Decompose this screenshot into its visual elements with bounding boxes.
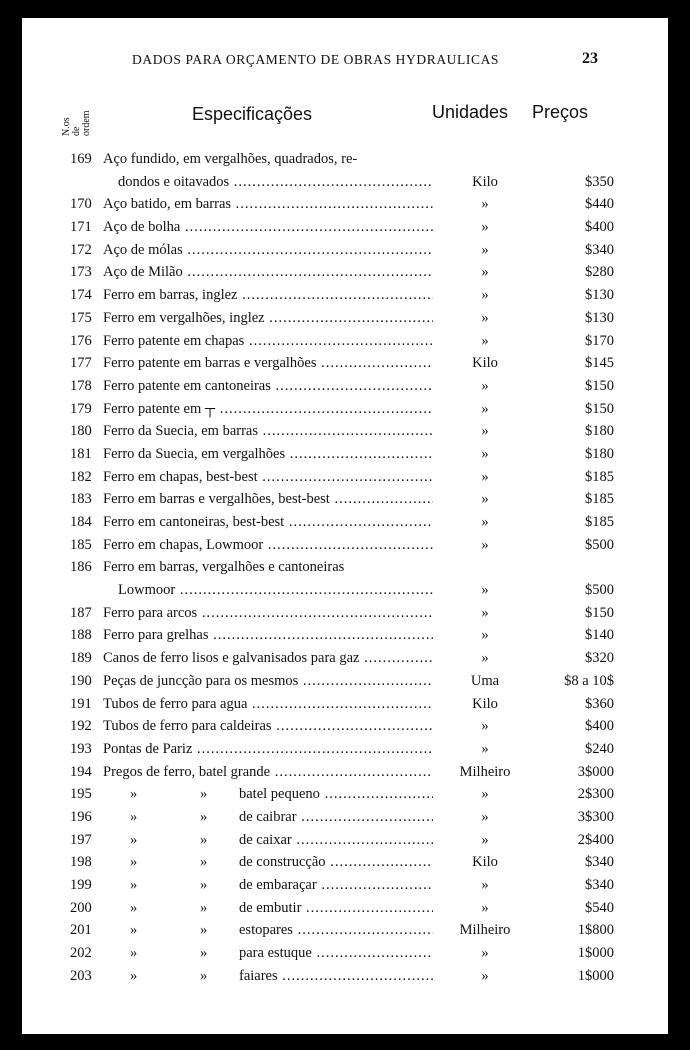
item-unit: » [481, 468, 489, 485]
item-description: Ferro em barras e vergalhões, best-best ..... [103, 488, 433, 511]
order-number: 184 [70, 514, 92, 530]
item-price: $400 [585, 718, 614, 735]
item-unit: » [481, 718, 489, 735]
ditto-mark: » [130, 899, 138, 916]
order-number: 177 [70, 355, 92, 372]
item-unit: » [481, 536, 489, 553]
item-unit: » [481, 196, 489, 213]
order-number: 178 [70, 377, 92, 394]
item-price: $130 [585, 309, 614, 326]
item-price: $280 [585, 264, 614, 281]
units-header: Unidades [432, 102, 509, 122]
item-description: faiares ..... [239, 965, 433, 988]
item-description: Ferro para grelhas ..... [103, 624, 433, 647]
order-number: 190 [70, 672, 92, 689]
item-price: $320 [585, 650, 614, 667]
order-number: 174 [70, 287, 92, 304]
item-price: $170 [585, 332, 614, 349]
order-number: 185 [70, 536, 92, 553]
table-row [22, 352, 668, 375]
item-unit: » [481, 899, 489, 916]
item-price: $185 [585, 491, 614, 508]
item-description: Tubos de ferro para caldeiras ..... [103, 715, 433, 738]
ditto-mark: » [130, 854, 138, 871]
order-number: 180 [70, 423, 92, 440]
order-number-header-line-2: de [71, 126, 82, 136]
order-number: 169 [70, 151, 92, 167]
table-row [22, 375, 668, 398]
table-row [22, 443, 668, 466]
item-description: Ferro em barras, inglez ..... [103, 284, 433, 307]
table-row [22, 216, 668, 239]
table-row [22, 307, 668, 330]
ditto-mark: » [200, 786, 208, 803]
item-price: $340 [585, 854, 614, 871]
order-number: 173 [70, 264, 92, 281]
item-price: $185 [585, 514, 614, 530]
table-row [22, 488, 668, 511]
item-price: 3$000 [577, 763, 614, 780]
item-price: $180 [585, 445, 614, 462]
order-number: 194 [70, 763, 92, 780]
item-unit: » [481, 627, 489, 644]
item-description: Ferro da Suecia, em barras ..... [103, 420, 433, 443]
item-description: Ferro em chapas, Lowmoor ..... [103, 534, 433, 557]
ditto-mark: » [200, 945, 208, 962]
item-unit: » [481, 786, 489, 803]
item-description: Lowmoor ..... [118, 579, 433, 602]
item-price: $140 [585, 627, 614, 644]
ditto-mark: » [200, 922, 208, 939]
item-description: Canos de ferro lisos e galvanisados para gaz ..... [103, 647, 433, 670]
item-unit: » [481, 219, 489, 236]
item-price: 2$300 [577, 786, 614, 803]
item-unit: Kilo [472, 173, 498, 190]
ditto-mark: » [130, 967, 138, 984]
item-unit: » [481, 377, 489, 394]
order-number: 187 [70, 604, 92, 621]
item-unit: » [481, 514, 489, 530]
order-number: 182 [70, 468, 92, 485]
order-number: 199 [70, 877, 92, 893]
ditto-mark: » [200, 831, 208, 848]
order-number: 197 [70, 831, 92, 848]
item-unit: » [481, 967, 489, 984]
order-number: 188 [70, 627, 92, 644]
table-row [22, 330, 668, 353]
table-row [22, 193, 668, 216]
table-row [22, 897, 668, 920]
item-price: $440 [585, 196, 614, 213]
item-description: de caibrar ..... [239, 806, 433, 829]
table-row [22, 579, 668, 602]
order-number: 171 [70, 219, 92, 236]
item-description: Tubos de ferro para agua ..... [103, 693, 433, 716]
item-unit: » [481, 877, 489, 893]
price-table [22, 148, 668, 987]
item-description: Ferro em barras, vergalhões e cantoneiras [103, 559, 345, 576]
ditto-mark: » [130, 831, 138, 848]
ditto-mark: » [130, 945, 138, 962]
table-row [22, 602, 668, 625]
prices-header: Preços [532, 102, 589, 122]
item-unit: Kilo [472, 854, 498, 871]
item-description: Ferro em chapas, best-best ..... [103, 466, 433, 489]
item-description: Peças de juncção para os mesmos ..... [103, 670, 433, 693]
item-price: $340 [585, 241, 614, 258]
order-number: 192 [70, 718, 92, 735]
ditto-mark: » [200, 899, 208, 916]
item-price: 1$800 [577, 922, 614, 939]
order-number-header-line-1: N.os [61, 117, 72, 136]
item-unit: Milheiro [459, 763, 511, 780]
item-unit: » [481, 423, 489, 440]
table-row [22, 239, 668, 262]
order-number: 183 [70, 491, 92, 508]
item-price: $500 [585, 582, 614, 599]
item-description: de construcção ..... [239, 851, 433, 874]
table-row [22, 466, 668, 489]
item-description: Aço de mólas ..... [103, 239, 433, 262]
table-row [22, 738, 668, 761]
column-headers [22, 100, 668, 140]
order-number: 172 [70, 241, 92, 258]
order-number: 179 [70, 400, 92, 417]
ditto-mark: » [200, 877, 208, 893]
item-description: Aço batido, em barras ..... [103, 193, 433, 216]
item-unit: Kilo [472, 355, 498, 372]
table-row [22, 806, 668, 829]
order-number: 189 [70, 650, 92, 667]
running-title: DADOS PARA ORÇAMENTO DE OBRAS HYDRAULICAS [132, 52, 500, 67]
order-number: 196 [70, 808, 92, 825]
ditto-mark: » [130, 922, 138, 939]
item-description: de embaraçar ..... [239, 874, 433, 897]
item-unit: » [481, 445, 489, 462]
item-description: Ferro da Suecia, em vergalhões ..... [103, 443, 433, 466]
item-description: Pontas de Pariz ..... [103, 738, 433, 761]
item-price: $340 [585, 877, 614, 893]
item-unit: » [481, 582, 489, 599]
table-row [22, 556, 668, 579]
table-row [22, 851, 668, 874]
item-unit: » [481, 491, 489, 508]
order-number: 186 [70, 559, 92, 576]
item-price: $180 [585, 423, 614, 440]
item-description: de embutir ..... [239, 897, 433, 920]
order-number: 193 [70, 740, 92, 757]
item-unit: » [481, 287, 489, 304]
running-head [22, 52, 668, 72]
table-row [22, 715, 668, 738]
order-number-header-line-3: ordem [81, 110, 92, 136]
item-price: $150 [585, 604, 614, 621]
order-number: 181 [70, 445, 92, 462]
table-row [22, 783, 668, 806]
item-description: estopares ..... [239, 919, 433, 942]
item-description: Ferro em cantoneiras, best-best ..... [103, 511, 433, 534]
ditto-mark: » [200, 808, 208, 825]
item-price: $8 a 10$ [564, 672, 614, 689]
book-page [22, 18, 668, 1034]
item-description: Aço de bolha ..... [103, 216, 433, 239]
table-row [22, 284, 668, 307]
order-number: 203 [70, 967, 92, 984]
item-price: 3$300 [577, 808, 614, 825]
item-unit: » [481, 808, 489, 825]
item-price: $150 [585, 377, 614, 394]
page-number: 23 [582, 50, 598, 67]
item-unit: » [481, 241, 489, 258]
item-price: $400 [585, 219, 614, 236]
ditto-mark: » [130, 808, 138, 825]
item-price: $360 [585, 695, 614, 712]
item-unit: » [481, 400, 489, 417]
item-unit: Milheiro [459, 922, 511, 939]
table-row [22, 874, 668, 897]
item-description: batel pequeno ..... [239, 783, 433, 806]
item-price: $185 [585, 468, 614, 485]
item-unit: Kilo [472, 695, 498, 712]
order-number: 201 [70, 922, 92, 939]
item-price: $145 [585, 355, 614, 372]
item-description: dondos e oitavados ..... [118, 171, 433, 194]
table-row [22, 670, 668, 693]
order-number: 202 [70, 945, 92, 962]
table-row [22, 420, 668, 443]
item-price: 2$400 [577, 831, 614, 848]
table-row [22, 965, 668, 988]
ditto-mark: » [200, 967, 208, 984]
item-price: 1$000 [577, 967, 614, 984]
table-row [22, 942, 668, 965]
item-price: $240 [585, 740, 614, 757]
item-unit: » [481, 740, 489, 757]
item-description: para estuque ..... [239, 942, 433, 965]
item-description: Aço fundido, em vergalhões, quadrados, re- [103, 151, 358, 167]
item-description: Ferro em vergalhões, inglez ..... [103, 307, 433, 330]
ditto-mark: » [130, 786, 138, 803]
ditto-mark: » [200, 854, 208, 871]
item-price: $150 [585, 400, 614, 417]
item-price: $130 [585, 287, 614, 304]
table-row [22, 693, 668, 716]
table-row [22, 261, 668, 284]
table-row [22, 761, 668, 784]
item-unit: » [481, 332, 489, 349]
table-row [22, 624, 668, 647]
table-row [22, 398, 668, 421]
item-description: Ferro patente em cantoneiras ..... [103, 375, 433, 398]
order-number: 200 [70, 899, 92, 916]
item-unit: » [481, 309, 489, 326]
table-row [22, 534, 668, 557]
item-unit: » [481, 831, 489, 848]
item-price: $540 [585, 899, 614, 916]
table-row [22, 171, 668, 194]
item-price: 1$000 [577, 945, 614, 962]
table-row [22, 919, 668, 942]
item-unit: » [481, 650, 489, 667]
item-price: $350 [585, 173, 614, 190]
order-number: 195 [70, 786, 92, 803]
item-price: $500 [585, 536, 614, 553]
order-number-header [62, 110, 92, 136]
item-unit: » [481, 945, 489, 962]
item-unit: » [481, 604, 489, 621]
ditto-mark: » [130, 877, 138, 893]
item-description: Ferro patente em ┬ ..... [103, 398, 433, 421]
order-number: 198 [70, 854, 92, 871]
table-row [22, 829, 668, 852]
table-row [22, 148, 668, 171]
order-number: 175 [70, 309, 92, 326]
item-unit: » [481, 264, 489, 281]
item-unit: Uma [470, 672, 500, 689]
order-number: 170 [70, 196, 92, 213]
item-description: de caixar ..... [239, 829, 433, 852]
item-description: Ferro para arcos ..... [103, 602, 433, 625]
table-row [22, 647, 668, 670]
order-number: 176 [70, 332, 92, 349]
item-description: Aço de Milão ..... [103, 261, 433, 284]
specifications-header: Especificações [192, 104, 313, 124]
item-description: Ferro patente em chapas ..... [103, 330, 433, 353]
order-number: 191 [70, 695, 92, 712]
item-description: Ferro patente em barras e vergalhões ..... [103, 352, 433, 375]
table-row [22, 511, 668, 534]
item-description: Pregos de ferro, batel grande ..... [103, 761, 433, 784]
